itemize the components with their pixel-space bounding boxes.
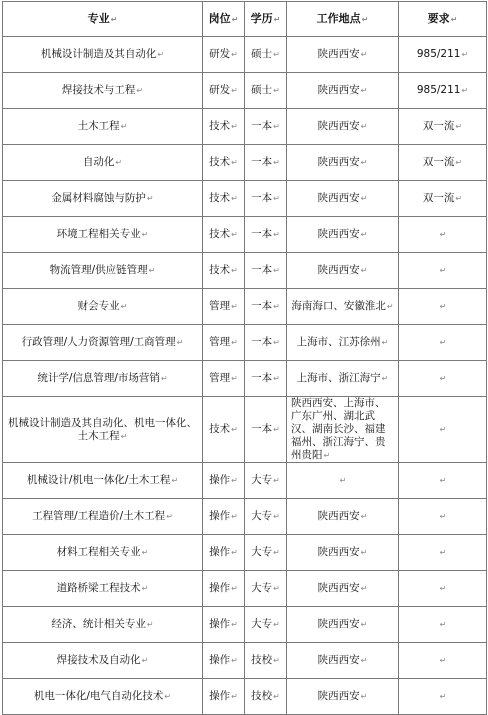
return-mark: ↵ xyxy=(439,476,447,485)
cell-location xyxy=(287,181,399,217)
return-mark: ↵ xyxy=(231,338,238,347)
header-education: 学历↵ xyxy=(245,2,287,37)
return-mark: ↵ xyxy=(231,302,238,311)
cell-position-text: 技术 xyxy=(209,228,231,240)
cell-major-text: 物流管理/供应链管理 xyxy=(49,264,148,276)
cell-education-text: 一本 xyxy=(251,423,273,435)
cell-requirement-text: 双一流 xyxy=(422,192,455,204)
cell-education-text: 大专 xyxy=(251,510,273,522)
cell-education xyxy=(245,679,287,715)
return-mark: ↵ xyxy=(439,620,447,629)
table-row xyxy=(3,217,487,253)
return-mark: ↵ xyxy=(120,302,128,311)
cell-requirement xyxy=(399,253,487,289)
return-mark: ↵ xyxy=(231,158,238,167)
cell-position xyxy=(203,499,245,535)
table-row xyxy=(3,679,487,715)
return-mark: ↵ xyxy=(231,425,238,434)
cell-position xyxy=(203,361,245,397)
cell-location-text: 上海市、江苏徐州 xyxy=(296,336,381,348)
return-mark: ↵ xyxy=(360,158,368,167)
cell-position-text: 技术 xyxy=(209,423,231,435)
cell-education xyxy=(245,643,287,679)
table-row xyxy=(3,109,487,145)
return-mark: ↵ xyxy=(439,584,447,593)
cell-education xyxy=(245,145,287,181)
cell-education xyxy=(245,463,287,499)
cell-major-text: 财会专业 xyxy=(77,300,120,312)
cell-position-text: 技术 xyxy=(209,264,231,276)
table-row xyxy=(3,361,487,397)
cell-education xyxy=(245,109,287,145)
return-mark: ↵ xyxy=(439,512,447,521)
cell-major xyxy=(3,253,203,289)
cell-location xyxy=(287,217,399,253)
cell-education xyxy=(245,607,287,643)
cell-location-text: 陕西西安 xyxy=(317,192,360,204)
return-mark: ↵ xyxy=(455,158,463,167)
cell-major-text: 金属材料腐蚀与防护 xyxy=(51,192,146,204)
cell-position-text: 操作 xyxy=(209,654,231,666)
cell-position-text: 管理 xyxy=(209,372,231,384)
cell-location xyxy=(287,607,399,643)
return-mark: ↵ xyxy=(146,620,154,629)
cell-location xyxy=(287,463,399,499)
cell-location-text: 陕西西安 xyxy=(317,582,360,594)
cell-major-text: 机械设计制造及其自动化、机电一体化、土木工程 xyxy=(8,416,197,442)
cell-requirement xyxy=(399,679,487,715)
cell-location-text: 陕西西安 xyxy=(317,84,360,96)
return-mark: ↵ xyxy=(141,230,149,239)
cell-education xyxy=(245,181,287,217)
cell-location-text: 陕西西安 xyxy=(317,264,360,276)
return-mark: ↵ xyxy=(386,302,394,311)
cell-education xyxy=(245,325,287,361)
cell-position-text: 操作 xyxy=(209,546,231,558)
cell-position xyxy=(203,217,245,253)
return-mark: ↵ xyxy=(273,158,280,167)
return-mark: ↵ xyxy=(360,584,368,593)
cell-requirement-text: 985/211 xyxy=(416,48,461,60)
cell-education xyxy=(245,499,287,535)
return-mark: ↵ xyxy=(231,374,238,383)
table-row xyxy=(3,181,487,217)
cell-location xyxy=(287,109,399,145)
cell-position-text: 技术 xyxy=(209,192,231,204)
cell-position-text: 技术 xyxy=(209,156,231,168)
cell-major xyxy=(3,463,203,499)
cell-position xyxy=(203,109,245,145)
return-mark: ↵ xyxy=(176,338,184,347)
return-mark: ↵ xyxy=(381,374,389,383)
cell-education-text: 大专 xyxy=(251,546,273,558)
return-mark: ↵ xyxy=(231,548,238,557)
cell-requirement xyxy=(399,217,487,253)
cell-location xyxy=(287,37,399,73)
cell-education xyxy=(245,571,287,607)
return-mark: ↵ xyxy=(439,266,447,275)
table-row xyxy=(3,73,487,109)
cell-position xyxy=(203,571,245,607)
return-mark: ↵ xyxy=(360,86,368,95)
cell-location xyxy=(287,73,399,109)
cell-requirement xyxy=(399,109,487,145)
cell-position-text: 管理 xyxy=(209,336,231,348)
return-mark: ↵ xyxy=(360,620,368,629)
cell-location-text: 陕西西安 xyxy=(317,120,360,132)
return-mark: ↵ xyxy=(273,374,280,383)
return-mark: ↵ xyxy=(439,692,447,701)
return-mark: ↵ xyxy=(166,512,173,521)
cell-requirement xyxy=(399,325,487,361)
return-mark: ↵ xyxy=(273,302,280,311)
cell-education xyxy=(245,37,287,73)
return-mark: ↵ xyxy=(231,656,238,665)
return-mark: ↵ xyxy=(141,584,149,593)
cell-requirement xyxy=(399,499,487,535)
cell-major xyxy=(3,145,203,181)
cell-position-text: 技术 xyxy=(209,120,231,132)
cell-location-text: 上海市、浙江海宁 xyxy=(296,372,381,384)
cell-position-text: 管理 xyxy=(209,300,231,312)
cell-major-text: 机电一体化/电气自动化技术 xyxy=(33,690,164,702)
cell-requirement xyxy=(399,643,487,679)
return-mark: ↵ xyxy=(141,548,149,557)
header-requirement: 要求↵ xyxy=(399,2,487,37)
cell-major-text: 机械设计/机电一体化/土木工程 xyxy=(26,474,171,486)
cell-major xyxy=(3,325,203,361)
table-header-row xyxy=(3,2,487,37)
return-mark: ↵ xyxy=(273,584,280,593)
cell-location xyxy=(287,325,399,361)
return-mark: ↵ xyxy=(273,656,280,665)
cell-major-text: 行政管理/人力资源管理/工商管理 xyxy=(21,336,176,348)
return-mark: ↵ xyxy=(439,548,447,557)
return-mark: ↵ xyxy=(141,656,149,665)
cell-requirement-text: 双一流 xyxy=(422,120,455,132)
cell-education xyxy=(245,73,287,109)
return-mark: ↵ xyxy=(360,50,368,59)
return-mark: ↵ xyxy=(273,620,280,629)
return-mark: ↵ xyxy=(115,158,123,167)
cell-position xyxy=(203,181,245,217)
cell-education-text: 技校 xyxy=(251,654,273,666)
cell-education-text: 大专 xyxy=(251,582,273,594)
cell-location xyxy=(287,361,399,397)
cell-major-text: 经济、统计相关专业 xyxy=(51,618,146,630)
cell-education-text: 一本 xyxy=(251,192,273,204)
cell-position xyxy=(203,463,245,499)
cell-location-text: 陕西西安 xyxy=(317,228,360,240)
cell-location-text: 陕西西安 xyxy=(317,48,360,60)
cell-major xyxy=(3,535,203,571)
return-mark: ↵ xyxy=(360,266,368,275)
cell-major xyxy=(3,397,203,463)
table-row xyxy=(3,145,487,181)
return-mark: ↵ xyxy=(360,512,368,521)
return-mark: ↵ xyxy=(273,50,280,59)
return-mark: ↵ xyxy=(273,230,280,239)
cell-education-text: 大专 xyxy=(251,474,273,486)
recruitment-table xyxy=(2,1,487,715)
cell-major xyxy=(3,109,203,145)
table-row xyxy=(3,397,487,463)
cell-major-text: 工程管理/工程造价/土木工程 xyxy=(32,510,166,522)
table-row xyxy=(3,37,487,73)
return-mark: ↵ xyxy=(439,374,447,383)
cell-requirement xyxy=(399,289,487,325)
cell-education-text: 一本 xyxy=(251,228,273,240)
cell-location-text: 陕西西安 xyxy=(317,654,360,666)
cell-location-text: 陕西西安 xyxy=(317,156,360,168)
return-mark: ↵ xyxy=(231,230,238,239)
cell-education xyxy=(245,361,287,397)
cell-major xyxy=(3,181,203,217)
return-mark: ↵ xyxy=(146,194,154,203)
return-mark: ↵ xyxy=(136,86,144,95)
return-mark: ↵ xyxy=(231,512,238,521)
return-mark: ↵ xyxy=(273,476,280,485)
cell-major xyxy=(3,499,203,535)
cell-position-text: 研发 xyxy=(209,84,231,96)
return-mark: ↵ xyxy=(360,122,368,131)
cell-education-text: 硕士 xyxy=(251,84,273,96)
table-row xyxy=(3,289,487,325)
cell-location xyxy=(287,145,399,181)
cell-location xyxy=(287,571,399,607)
cell-location-text: 海南海口、安徽淮北 xyxy=(291,300,386,312)
return-mark: ↵ xyxy=(360,692,368,701)
return-mark: ↵ xyxy=(231,620,238,629)
cell-requirement xyxy=(399,145,487,181)
return-mark: ↵ xyxy=(164,692,172,701)
cell-major-text: 环境工程相关专业 xyxy=(56,228,141,240)
cell-major-text: 统计学/信息管理/市场营销 xyxy=(37,372,160,384)
cell-education xyxy=(245,397,287,463)
return-mark: ↵ xyxy=(360,194,368,203)
return-mark: ↵ xyxy=(273,86,280,95)
cell-education-text: 一本 xyxy=(251,120,273,132)
return-mark: ↵ xyxy=(273,338,280,347)
cell-education-text: 一本 xyxy=(251,264,273,276)
cell-major xyxy=(3,37,203,73)
cell-position xyxy=(203,397,245,463)
header-position: 岗位↵ xyxy=(203,2,245,37)
cell-position-text: 操作 xyxy=(209,582,231,594)
cell-requirement xyxy=(399,37,487,73)
return-mark: ↵ xyxy=(439,338,447,347)
cell-position xyxy=(203,73,245,109)
cell-major xyxy=(3,361,203,397)
return-mark: ↵ xyxy=(455,122,463,131)
return-mark: ↵ xyxy=(455,194,463,203)
cell-major-text: 道路桥梁工程技术 xyxy=(56,582,141,594)
return-mark: ↵ xyxy=(120,122,128,131)
cell-requirement xyxy=(399,607,487,643)
cell-major-text: 材料工程相关专业 xyxy=(56,546,141,558)
cell-position xyxy=(203,679,245,715)
cell-location xyxy=(287,643,399,679)
cell-education xyxy=(245,217,287,253)
cell-education-text: 一本 xyxy=(251,156,273,168)
cell-requirement-text: 985/211 xyxy=(416,84,461,96)
return-mark: ↵ xyxy=(323,451,331,460)
cell-major-text: 焊接技术与工程 xyxy=(61,84,136,96)
table-row xyxy=(3,571,487,607)
cell-position xyxy=(203,289,245,325)
cell-requirement xyxy=(399,397,487,463)
cell-requirement xyxy=(399,463,487,499)
cell-position-text: 操作 xyxy=(209,474,231,486)
cell-position xyxy=(203,325,245,361)
cell-location xyxy=(287,397,399,463)
return-mark: ↵ xyxy=(273,512,280,521)
cell-education-text: 一本 xyxy=(251,372,273,384)
cell-position xyxy=(203,253,245,289)
return-mark: ↵ xyxy=(273,548,280,557)
cell-education xyxy=(245,253,287,289)
cell-education-text: 大专 xyxy=(251,618,273,630)
cell-position-text: 操作 xyxy=(209,690,231,702)
table-row xyxy=(3,499,487,535)
return-mark: ↵ xyxy=(231,122,238,131)
cell-location xyxy=(287,499,399,535)
cell-position xyxy=(203,607,245,643)
cell-major xyxy=(3,643,203,679)
cell-position-text: 操作 xyxy=(209,510,231,522)
cell-major-text: 焊接技术及自动化 xyxy=(56,654,141,666)
cell-major xyxy=(3,571,203,607)
cell-position xyxy=(203,535,245,571)
return-mark: ↵ xyxy=(273,194,280,203)
cell-position xyxy=(203,37,245,73)
cell-major-text: 机械设计制造及其自动化 xyxy=(40,48,157,60)
cell-requirement xyxy=(399,361,487,397)
cell-position-text: 研发 xyxy=(209,48,231,60)
cell-requirement xyxy=(399,73,487,109)
return-mark: ↵ xyxy=(171,476,179,485)
return-mark: ↵ xyxy=(439,230,447,239)
cell-education xyxy=(245,289,287,325)
return-mark: ↵ xyxy=(273,266,280,275)
return-mark: ↵ xyxy=(157,50,165,59)
return-mark: ↵ xyxy=(273,692,280,701)
cell-location xyxy=(287,679,399,715)
cell-major xyxy=(3,679,203,715)
cell-location xyxy=(287,253,399,289)
return-mark: ↵ xyxy=(231,194,238,203)
cell-major xyxy=(3,607,203,643)
table-row xyxy=(3,535,487,571)
cell-position xyxy=(203,643,245,679)
cell-requirement-text: 双一流 xyxy=(422,156,455,168)
return-mark: ↵ xyxy=(120,431,128,441)
return-mark: ↵ xyxy=(231,266,238,275)
return-mark: ↵ xyxy=(231,584,238,593)
cell-major xyxy=(3,289,203,325)
cell-location xyxy=(287,535,399,571)
cell-position xyxy=(203,145,245,181)
table-row xyxy=(3,325,487,361)
cell-requirement xyxy=(399,181,487,217)
cell-major-text: 土木工程 xyxy=(77,120,120,132)
table-row xyxy=(3,253,487,289)
cell-location-text: 陕西西安、上海市、广东广州、湖北武汉、湖南长沙、福建福州、浙江海宁、贵州贵阳 xyxy=(291,397,386,461)
return-mark: ↵ xyxy=(461,50,469,59)
header-location: 工作地点↵ xyxy=(287,2,399,37)
return-mark: ↵ xyxy=(273,122,280,131)
return-mark: ↵ xyxy=(360,548,368,557)
cell-location-text: 陕西西安 xyxy=(317,510,360,522)
cell-major-text: 自动化 xyxy=(82,156,115,168)
return-mark: ↵ xyxy=(461,86,469,95)
return-mark: ↵ xyxy=(273,425,280,434)
return-mark: ↵ xyxy=(360,656,368,665)
return-mark: ↵ xyxy=(231,476,238,485)
return-mark: ↵ xyxy=(439,425,447,434)
return-mark: ↵ xyxy=(439,656,447,665)
cell-education-text: 技校 xyxy=(251,690,273,702)
return-mark: ↵ xyxy=(148,266,156,275)
cell-major xyxy=(3,73,203,109)
table-row xyxy=(3,607,487,643)
cell-location-text: 陕西西安 xyxy=(317,546,360,558)
cell-education-text: 一本 xyxy=(251,336,273,348)
return-mark: ↵ xyxy=(231,50,238,59)
return-mark: ↵ xyxy=(339,476,347,485)
return-mark: ↵ xyxy=(360,230,368,239)
table-row xyxy=(3,463,487,499)
cell-major xyxy=(3,217,203,253)
cell-education-text: 硕士 xyxy=(251,48,273,60)
cell-location xyxy=(287,289,399,325)
cell-location-text: 陕西西安 xyxy=(317,618,360,630)
return-mark: ↵ xyxy=(231,692,238,701)
cell-education-text: 一本 xyxy=(251,300,273,312)
cell-requirement xyxy=(399,535,487,571)
header-major: 专业↵ xyxy=(3,2,203,37)
cell-position-text: 操作 xyxy=(209,618,231,630)
cell-requirement xyxy=(399,571,487,607)
return-mark: ↵ xyxy=(439,302,447,311)
return-mark: ↵ xyxy=(231,86,238,95)
cell-location-text: 陕西西安 xyxy=(317,690,360,702)
return-mark: ↵ xyxy=(160,374,168,383)
cell-education xyxy=(245,535,287,571)
return-mark: ↵ xyxy=(381,338,389,347)
table-row xyxy=(3,643,487,679)
